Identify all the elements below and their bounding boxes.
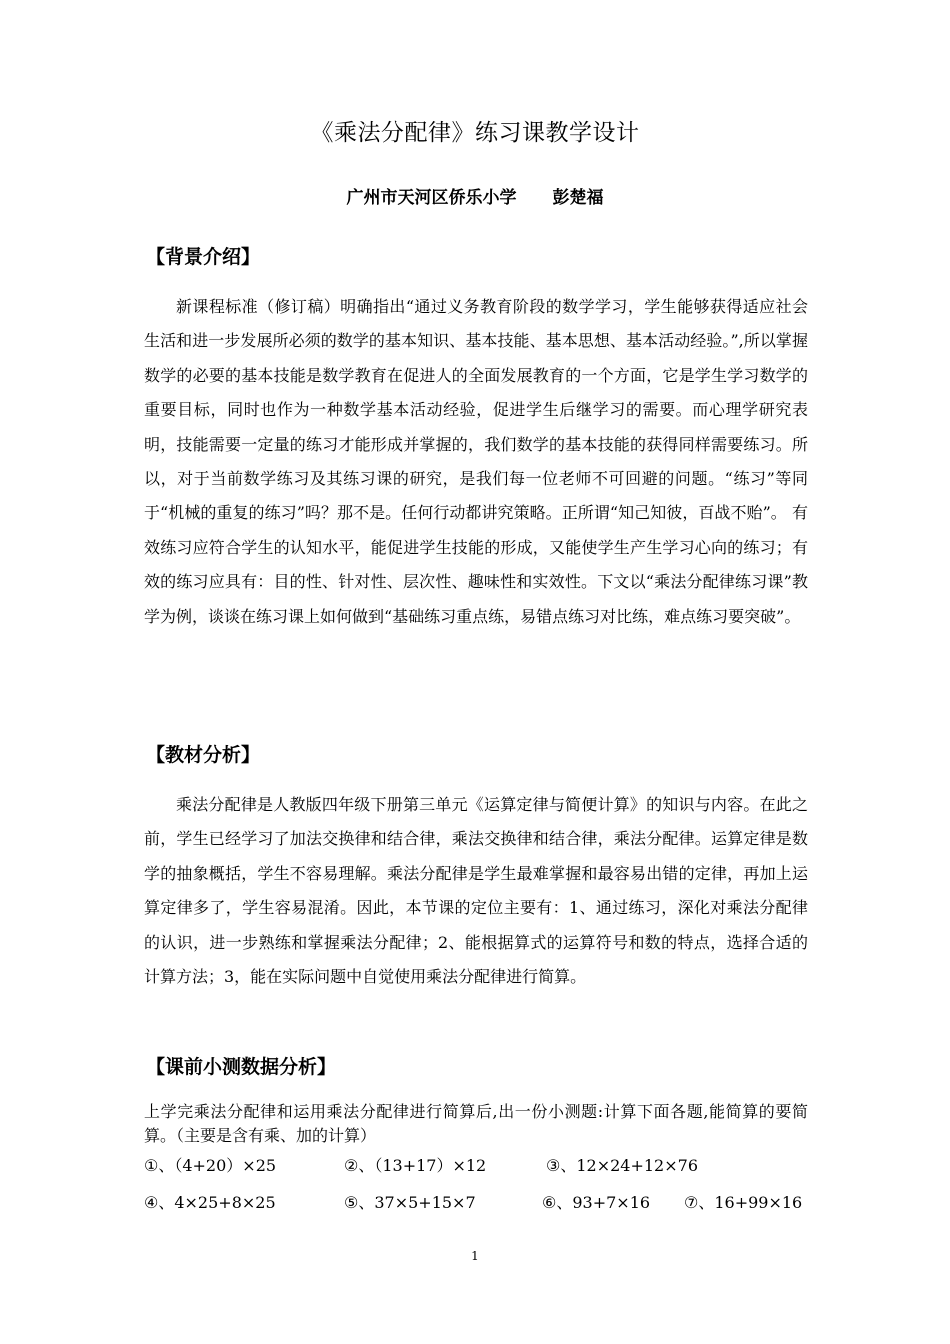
heading-textbook-analysis: 【教材分析】 [146,744,261,766]
document-title: 《乘法分配律》练习课教学设计 [310,120,640,146]
author-school: 广州市天河区侨乐小学 [346,188,517,208]
page-number: 1 [471,1249,479,1263]
problem-item: ④、4×25+8×25 [144,1193,276,1212]
problem-item: ⑤、37×5+15×7 [344,1193,476,1212]
heading-pretest-analysis: 【课前小测数据分析】 [146,1056,337,1078]
problem-item: ③、12×24+12×76 [546,1156,699,1175]
heading-background: 【背景介绍】 [146,246,261,268]
author-name: 彭楚福 [552,188,604,208]
paragraph-background: 新课程标准（修订稿）明确指出“通过义务教育阶段的数学学习，学生能够获得适应社会生活和进一步发展所必须的数学的基本知识、基本技能、基本思想、基本活动经验。”,所以掌握数学的必要的基本技能是数学教育在促进人的全面发展教育的一个方面，它是学生学习数学的重要目标，同时也作为一种数学基本活动经验，促进学生后继学习的需要。而心理学研究表明，技能需要一定量的练习才能形成并掌握的，我们数学的基本技能的获得同样需要练习。所以，对于当前数学练习及其练习课的研究，是我们每一位老师不可回避的问题。“练习”等同于“机械的重复的练习”吗？那不是。任何行动都讲究策略。正所谓“知己知彼，百战不贻”。 有效练习应符合学生的认知水平，能促进学生技能的形成，又能使学生产生学习心向的练习；有效的练习应具有：目的性、针对性、层次性、趣味性和实效性。下文以“乘法分配律练习课”教学为例，谈谈在练习课上如何做到“基础练习重点练，易错点练习对比练，难点练习要突破”。 [144,297,808,626]
problem-item: ②、（13+17）×12 [344,1156,487,1175]
paragraph-pretest-intro: 上学完乘法分配律和运用乘法分配律进行简算后,出一份小测题:计算下面各题,能简算的要简算。（主要是含有乘、加的计算） [144,1102,808,1145]
problem-item: ⑦、16+99×16 [684,1193,803,1212]
problem-item: ①、（4+20）×25 [144,1156,277,1175]
problem-row-2 [144,1189,814,1217]
paragraph-textbook-analysis: 乘法分配律是人教版四年级下册第三单元《运算定律与简便计算》的知识与内容。在此之前，学生已经学习了加法交换律和结合律，乘法交换律和结合律，乘法分配律。运算定律是数学的抽象概括，学生不容易理解。乘法分配律是学生最难掌握和最容易出错的定律，再加上运算定律多了，学生容易混淆。因此，本节课的定位主要有：1、通过练习，深化对乘法分配律的认识，进一步熟练和掌握乘法分配律；2、能根据算式的运算符号和数的特点，选择合适的计算方法；3，能在实际问题中自觉使用乘法分配律进行简算。 [144,795,808,987]
author-line [0,184,950,212]
problem-row-1 [144,1152,814,1180]
problem-item: ⑥、93+7×16 [542,1193,651,1212]
